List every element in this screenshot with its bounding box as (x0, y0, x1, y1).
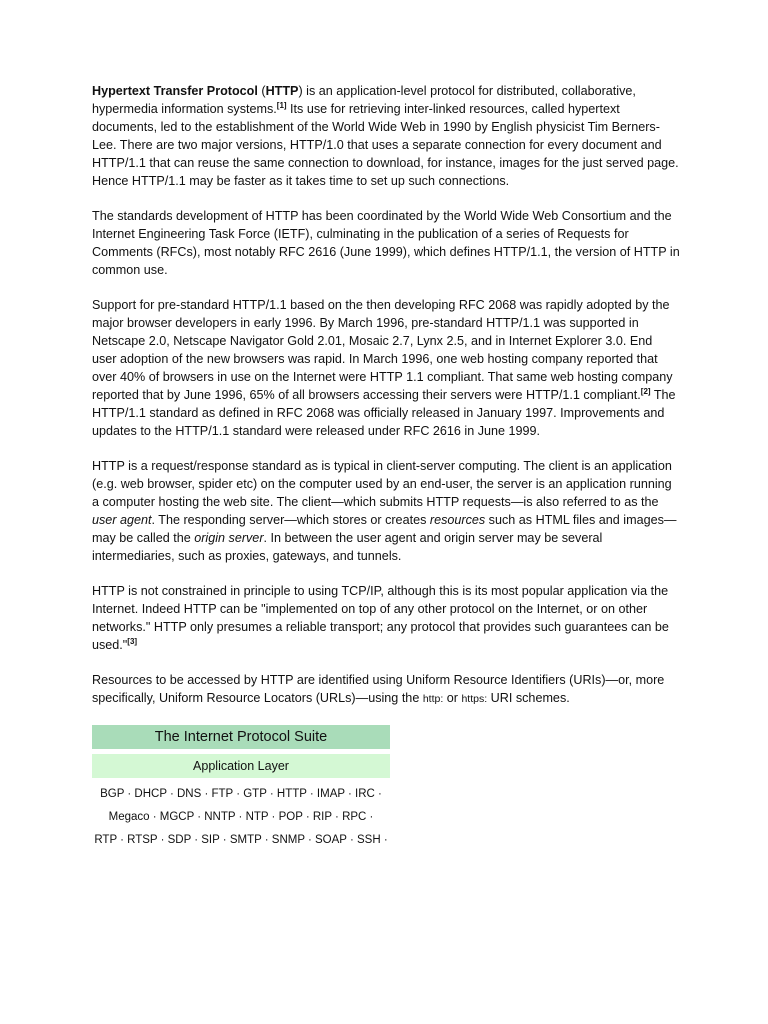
paragraph-history: Support for pre-standard HTTP/1.1 based on the then developing RFC 2068 was rapidly adopted by the major browser developers in early 1996. By March 1996, pre-standard HTTP/1.1 was supported in Netscape 2.0, Netscape Navigator Gold 2.01, Mosaic 2.7, Lynx 2.5, and in Internet Explorer 3.0. End user adoption of the new browsers was rapid. In March 1996, one web hosting company reported that over 40% of browsers in use on the Internet were HTTP 1.1 compliant. That same web hosting company reported that by June 1996, 65% of all browsers accessing their servers were HTTP/1.1 compliant.[2] The HTTP/1.1 standard as defined in RFC 2068 was officially released in January 1997. Improvements and updates to the HTTP/1.1 standard were released under RFC 2616 in June 1999. (92, 298, 676, 438)
paragraph-request-response: HTTP is a request/response standard as is typical in client-server computing. The client is an application (e.g. web browser, spider etc) on the computer used by an end-user, the server is an application running a computer hosting the web site. The client—which submits HTTP requests—is also referred to as the user agent. The responding server—which stores or creates resources such as HTML files and images—may be called the origin server. In between the user agent and origin server may be several intermediaries, such as proxies, gateways, and tunnels. (92, 459, 677, 563)
protocol-suite-infobox (92, 725, 390, 852)
scheme-http: http: (422, 693, 444, 705)
term-http: Hypertext Transfer Protocol (92, 84, 258, 98)
protocol-line[interactable]: Megaco · MGCP · NNTP · NTP · POP · RIP · RPC · (108, 811, 374, 823)
abbr-http: HTTP (265, 84, 299, 98)
infobox-title: The Internet Protocol Suite (92, 725, 390, 749)
emphasis-resources: resources (429, 513, 486, 527)
protocol-list (92, 783, 390, 852)
protocol-line[interactable]: RTP · RTSP · SDP · SIP · SMTP · SNMP · SOAP · SSH · (94, 834, 388, 846)
protocol-line[interactable]: BGP · DHCP · DNS · FTP · GTP · HTTP · IMAP · IRC · (100, 788, 382, 800)
citation-link[interactable]: [2] (640, 387, 651, 396)
paragraph-intro: Hypertext Transfer Protocol (HTTP) is an application-level protocol for distributed, collaborative, hypermedia information systems.[1] Its use for retrieving inter-linked resources, called hypertext documents, led to the establishment of the World Wide Web in 1990 by English physicist Tim Berners-Lee. There are two major versions, HTTP/1.0 that uses a separate connection for every document and HTTP/1.1 that can reuse the same connection to download, for instance, images for the just served page. Hence HTTP/1.1 may be faster as it takes time to set up such connections. (92, 84, 679, 188)
paragraph-standards: The standards development of HTTP has been coordinated by the World Wide Web Consortium and the Internet Engineering Task Force (IETF), culminating in the publication of a series of Requests for Comments (RFCs), most notably RFC 2616 (June 1999), which defines HTTP/1.1, the version of HTTP in common use. (92, 209, 680, 277)
paragraph-uris: Resources to be accessed by HTTP are identified using Uniform Resource Identifiers (URIs)—or, more specifically, Uniform Resource Locators (URLs)—using the http: or https: URI schemes. (92, 673, 665, 705)
emphasis-origin-server: origin server (194, 531, 264, 545)
citation-link[interactable]: [1] (276, 101, 287, 110)
emphasis-user-agent: user agent (92, 513, 152, 527)
paragraph-transport: HTTP is not constrained in principle to using TCP/IP, although this is its most popular application via the Internet. Indeed HTTP can be "implemented on top of any other protocol on the Internet, or on other networks." HTTP only presumes a reliable transport; any protocol that provides such guarantees can be used."[3] (92, 584, 669, 652)
citation-link[interactable]: [3] (127, 637, 138, 646)
scheme-https: https: (461, 693, 488, 705)
document-page (92, 82, 680, 852)
infobox-layer-heading: Application Layer (92, 754, 390, 778)
